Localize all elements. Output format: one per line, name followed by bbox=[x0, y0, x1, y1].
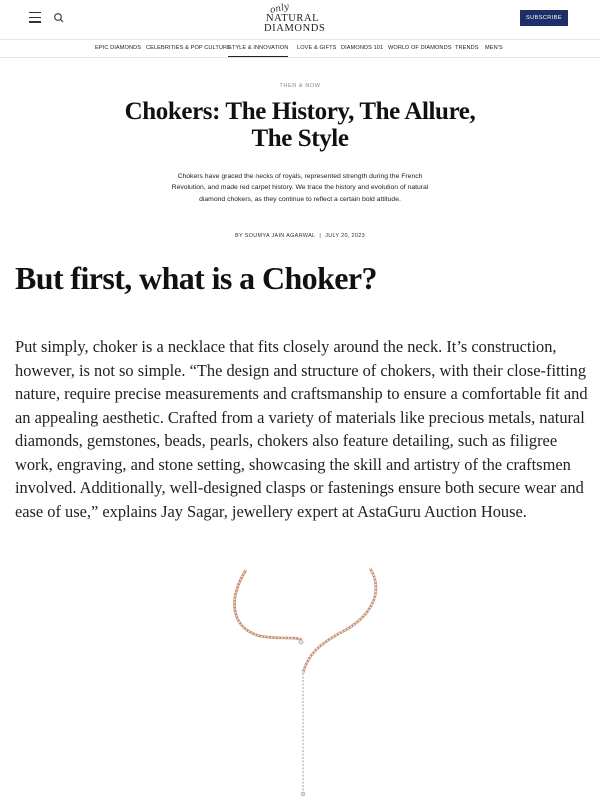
author-name[interactable]: BY SOUMYA JAIN AGARWAL bbox=[235, 233, 316, 239]
subscribe-button[interactable]: SUBSCRIBE bbox=[520, 10, 568, 26]
nav-item-world-of-diamonds[interactable]: WORLD OF DIAMONDS bbox=[388, 45, 452, 51]
nav-item-love-gifts[interactable]: LOVE & GIFTS bbox=[297, 45, 337, 51]
choker-left-arm bbox=[234, 570, 302, 640]
hamburger-icon[interactable] bbox=[29, 12, 41, 24]
nav-item-mens[interactable]: MEN'S bbox=[485, 45, 503, 51]
logo-line-2: DIAMONDS bbox=[264, 23, 326, 34]
article-title-line-1: Chokers: The History, The Allure, bbox=[124, 98, 476, 125]
nav-item-trends[interactable]: TRENDS bbox=[455, 45, 479, 51]
nav-item-epic-diamonds[interactable]: EPIC DIAMONDS bbox=[95, 45, 142, 51]
logo-line-1: NATURAL bbox=[266, 13, 320, 24]
article-body-paragraph: Put simply, choker is a necklace that fits closely around the neck. It’s construction, however, is not so simple. “The design and structure of chokers, with their close-fitting nature, require precise measurements and craftsmanship to ensure a comfortable fit and an appealing aesthetic. Crafted from a variety of materials like precious metals, natural diamonds, gemstones, beads, pearls, chokers also feature detailing, such as filigree work, engraving, and stone setting, showcasing the skill and artistry of the craftsmen involved. Additionally, well-designed clasps or fastenings ensure both secure wear and ease of use,” explains Jay Sagar, jewellery expert at AstaGuru Auction House. bbox=[15, 337, 588, 521]
article-byline bbox=[0, 233, 600, 239]
byline-separator: | bbox=[319, 233, 322, 239]
site-header bbox=[0, 0, 600, 40]
article-title bbox=[100, 98, 500, 152]
logo-script: only bbox=[269, 2, 291, 16]
article-dek: Chokers have graced the necks of royals, represented strength during the French Revolution, and made red carpet history. We trace the history and evolution of natural diamond chokers, as they continue to reflect a certain bold attitude. bbox=[171, 173, 429, 203]
site-logo[interactable] bbox=[258, 3, 348, 37]
search-icon[interactable] bbox=[53, 12, 65, 24]
main-nav bbox=[0, 40, 600, 58]
nav-item-celebrities-pop-culture[interactable]: CELEBRITIES & POP CULTURE bbox=[146, 45, 231, 51]
diamond-choker-image bbox=[200, 558, 400, 800]
nav-item-style-innovation[interactable]: STYLE & INNOVATION bbox=[228, 40, 288, 57]
article-kicker[interactable]: THEN & NOW bbox=[279, 83, 321, 89]
choker-right-arm bbox=[303, 568, 376, 673]
nav-item-diamonds-101[interactable]: DIAMONDS 101 bbox=[341, 45, 384, 51]
publish-date: JULY 20, 2023 bbox=[325, 233, 365, 239]
article-title-line-2: The Style bbox=[251, 125, 349, 152]
section-heading: But first, what is a Choker? bbox=[15, 260, 377, 296]
